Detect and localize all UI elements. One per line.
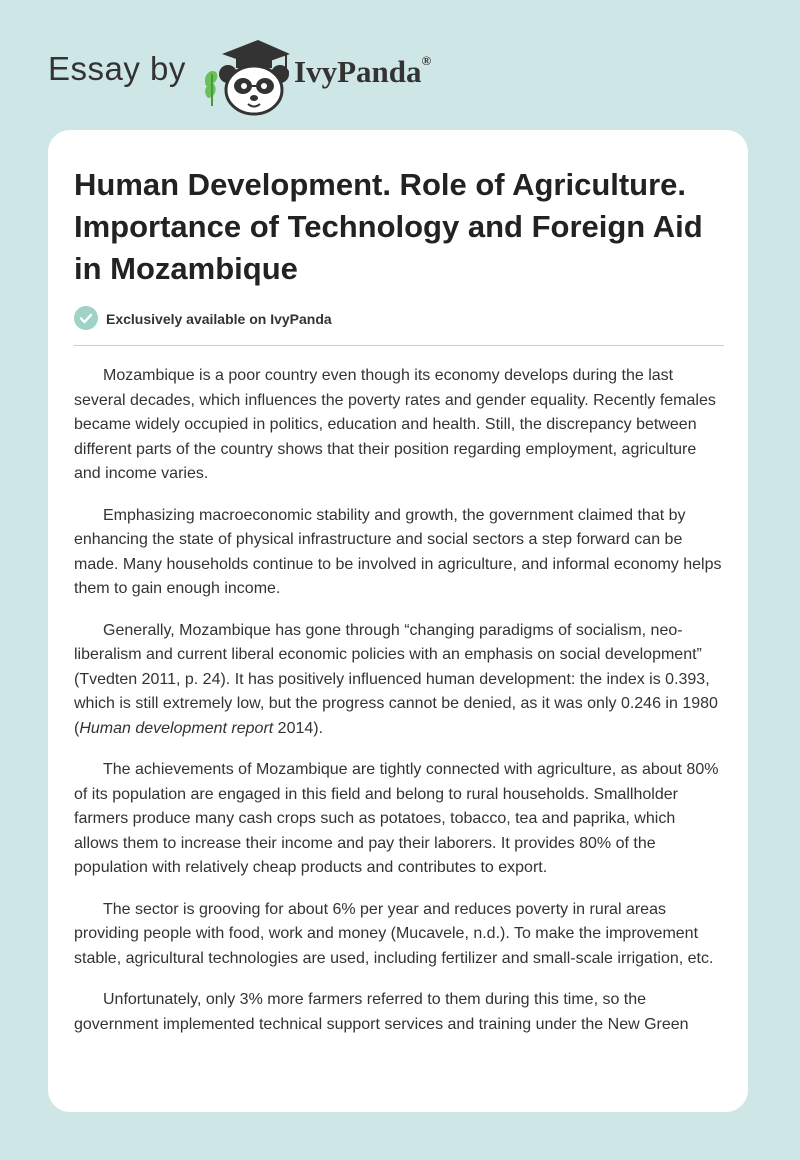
paragraph: The achievements of Mozambique are tightly connected with agriculture, as about 80% of its population are engaged in this field and belong to rural households. Smallholder farmers produce many cash crops such as potatoes, tobacco, tea and paprika, which allows them to increase their income and pay their laborers. It provides 80% of the population with relatively cheap products and contributes to export. [74, 761, 719, 876]
citation-title: Human development report [79, 719, 274, 737]
essay-by-label: Essay by [48, 50, 186, 87]
divider [74, 345, 724, 346]
paragraph-text: Generally, Mozambique has gone through “changing paradigms of socialism, neo-liberalism and current liberal economic policies with an emphasis on social development” (Tvedten 2011, p. 24). It has positively influenced human development: the index is 0.393, which is still extremely low, but the progress cannot be denied, as it was only 0.246 in 1980 ( [74, 621, 718, 737]
paragraph: Emphasizing macroeconomic stability and growth, the government claimed that by enhancing the state of physical infrastructure and social sectors a step forward can be made. Many households continue to be involved in agriculture, and informal economy helps them to gain enough income. [74, 506, 722, 597]
check-circle-icon [74, 306, 98, 330]
exclusive-badge-label: Exclusively available on IvyPanda [106, 311, 332, 327]
essay-card [48, 130, 748, 1112]
paragraph-text: 2014). [273, 719, 324, 737]
brand-name[interactable]: IvyPanda® [294, 52, 432, 89]
paragraph: The sector is grooving for about 6% per year and reduces poverty in rural areas providing people with food, work and money (Mucavele, n.d.). To make the improvement stable, agricultural technologies are used, including fertilizer and small-scale irrigation, etc. [74, 900, 714, 967]
essay-body [74, 364, 724, 1054]
panda-graduate-logo-icon[interactable] [200, 36, 292, 116]
paragraph [74, 619, 724, 742]
page-title: Human Development. Role of Agriculture. Importance of Technology and Foreign Aid in Mozambique [74, 167, 703, 286]
site-header [48, 36, 548, 116]
paragraph: Unfortunately, only 3% more farmers referred to them during this time, so the government implemented technical support services and training under the New Green [74, 991, 689, 1033]
paragraph: Mozambique is a poor country even though its economy develops during the last several decades, which influences the poverty rates and gender equality. Recently females became widely occupied in politics, education and health. Still, the discrepancy between different parts of the country shows that their position regarding employment, agriculture and income varies. [74, 367, 716, 482]
